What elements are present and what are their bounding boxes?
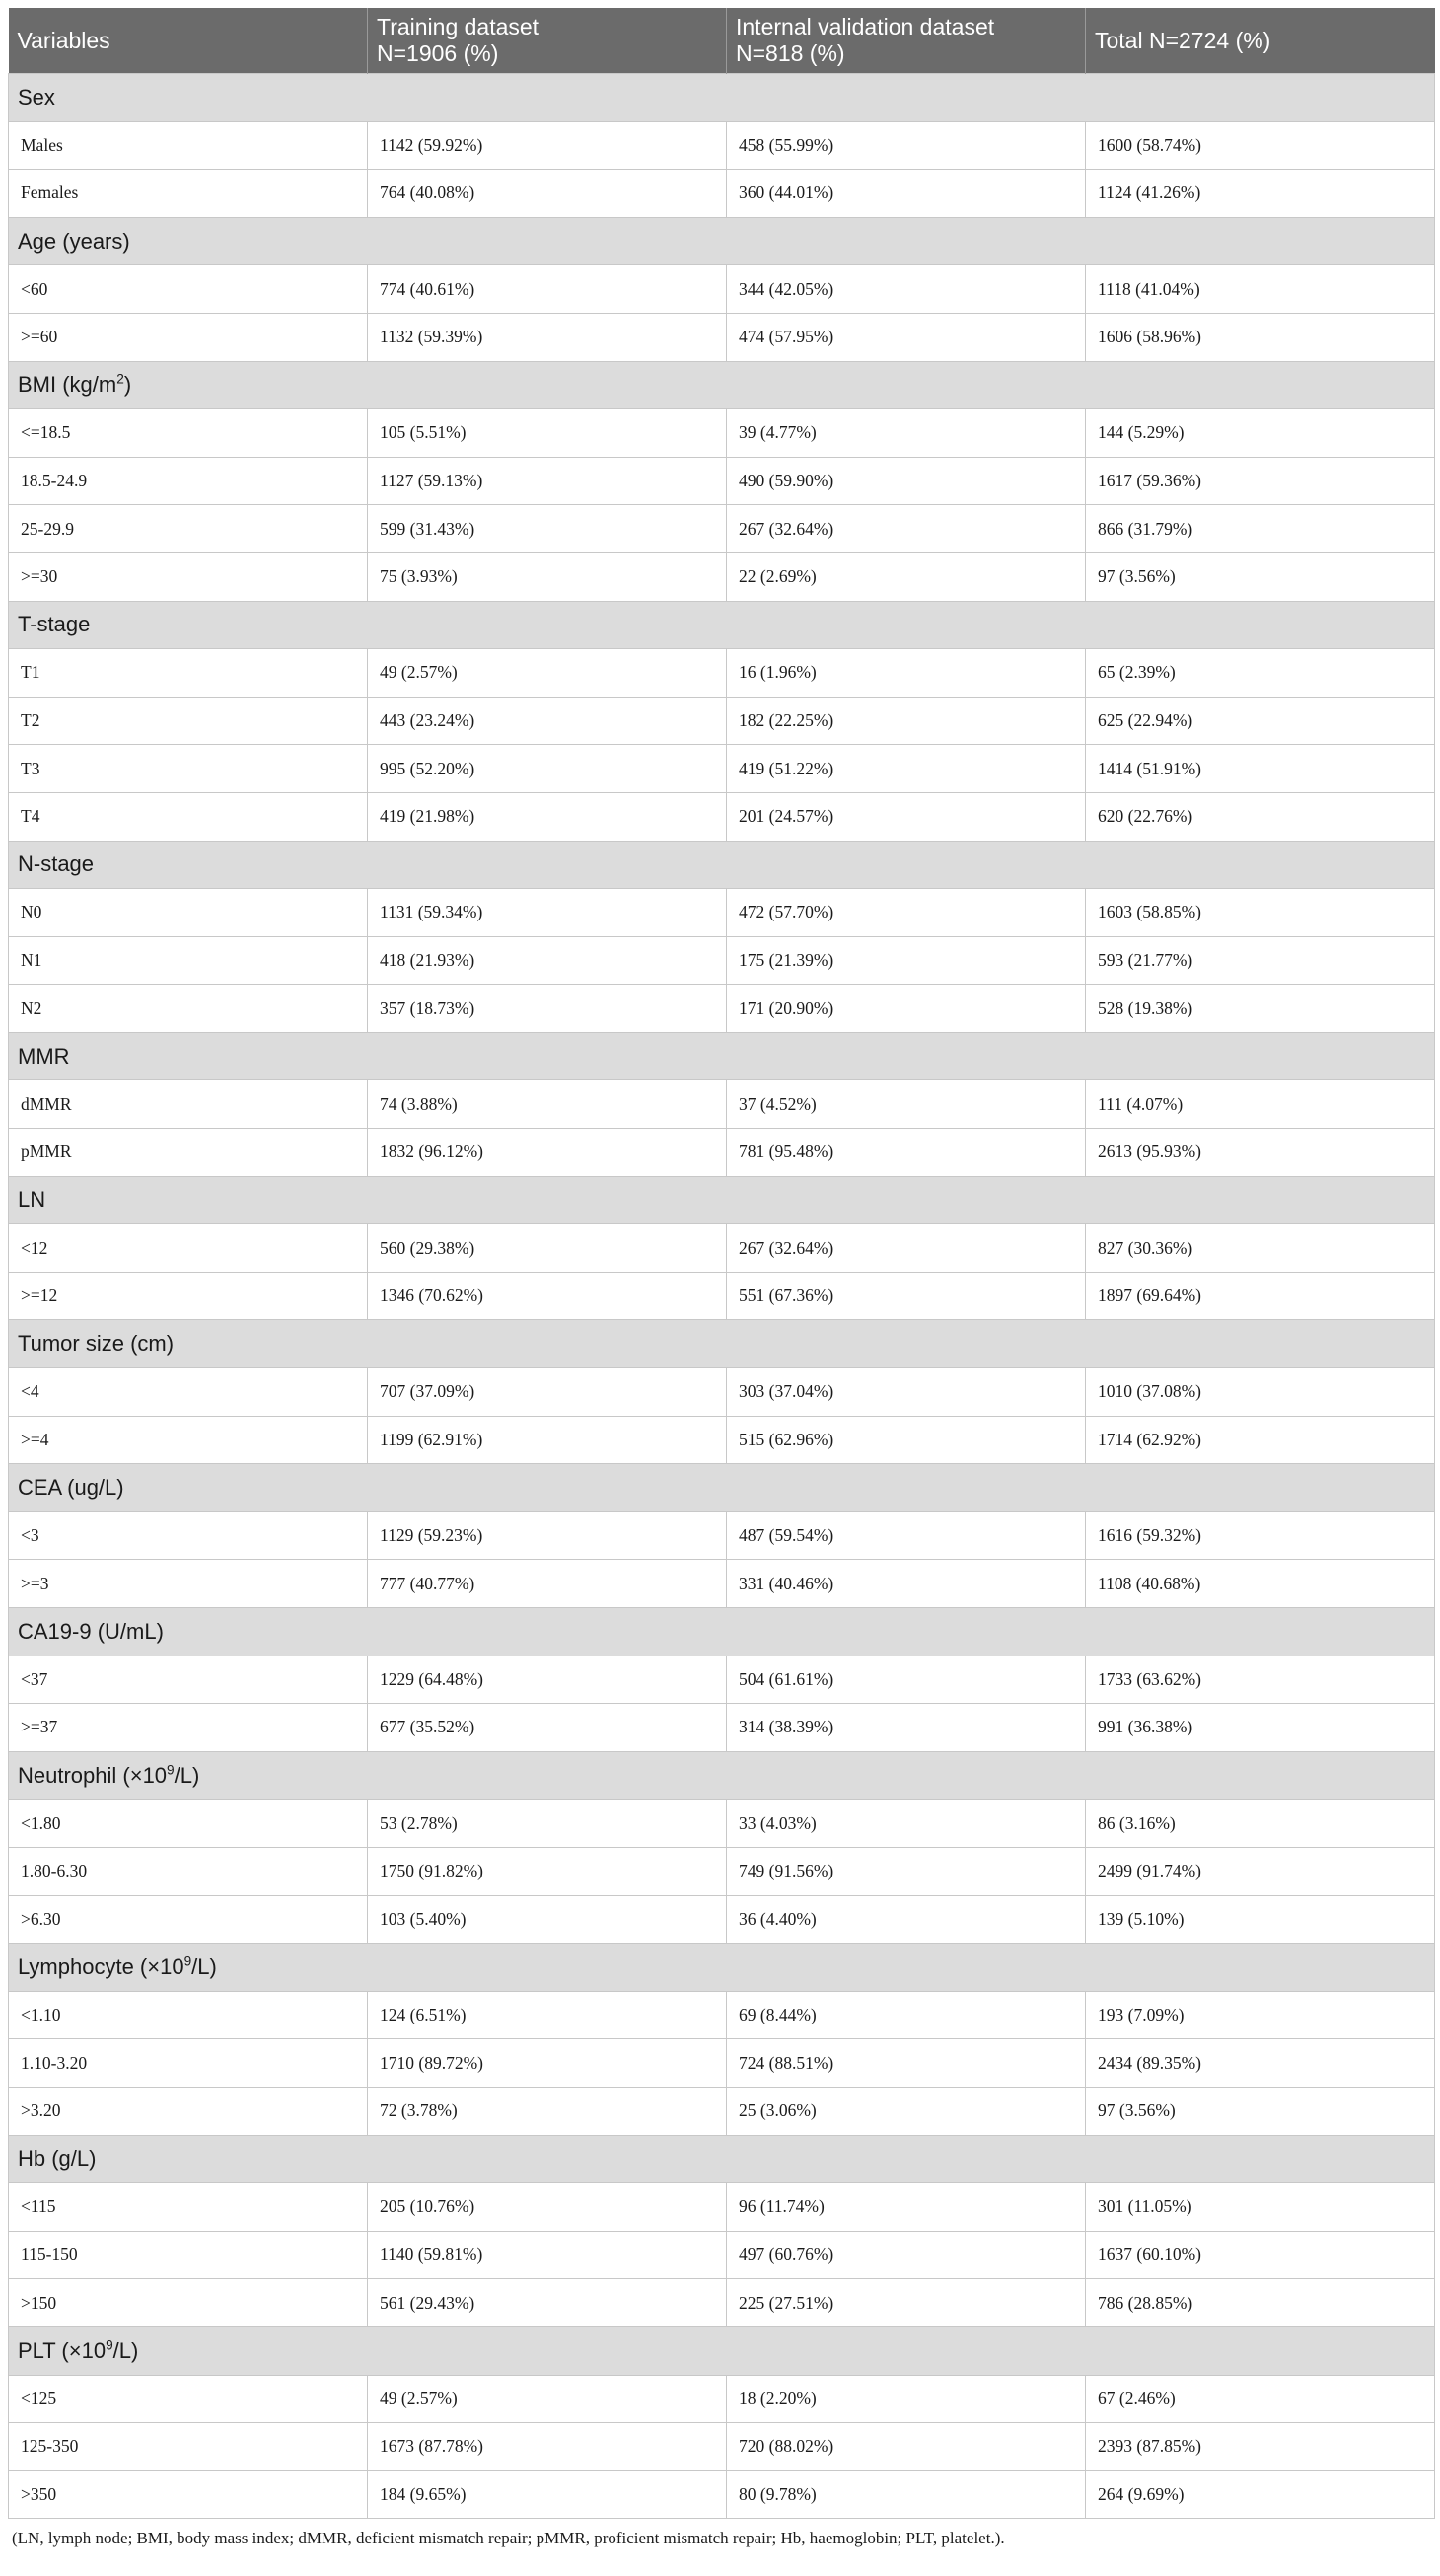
- cell-internal-validation: 225 (27.51%): [727, 2279, 1086, 2327]
- cell-category: 25-29.9: [9, 505, 368, 553]
- group-title-text: BMI (kg/m: [18, 372, 117, 398]
- cell-internal-validation: 458 (55.99%): [727, 121, 1086, 170]
- cell-training: 74 (3.88%): [368, 1080, 727, 1129]
- cell-training: 53 (2.78%): [368, 1800, 727, 1848]
- cell-category: >=60: [9, 313, 368, 361]
- group-header-row: [9, 2326, 1435, 2375]
- cell-total: 2393 (87.85%): [1086, 2423, 1435, 2471]
- table-row: [9, 1416, 1435, 1464]
- cell-total: 1010 (37.08%): [1086, 1368, 1435, 1417]
- table-row: [9, 170, 1435, 218]
- cell-total: 786 (28.85%): [1086, 2279, 1435, 2327]
- cell-category: <4: [9, 1368, 368, 1417]
- group-header-row: [9, 217, 1435, 265]
- cell-internal-validation: 33 (4.03%): [727, 1800, 1086, 1848]
- group-title-text: Neutrophil (×10: [18, 1762, 168, 1788]
- cell-total: 866 (31.79%): [1086, 505, 1435, 553]
- cell-category: >=30: [9, 552, 368, 601]
- cell-total: 2613 (95.93%): [1086, 1129, 1435, 1177]
- group-title: [9, 1032, 1435, 1080]
- group-title-text: N-stage: [18, 851, 95, 877]
- table-row: [9, 2423, 1435, 2471]
- group-title: [9, 1751, 1435, 1800]
- group-title-suffix: /L): [174, 1762, 200, 1788]
- group-title: [9, 2135, 1435, 2183]
- group-title: [9, 1176, 1435, 1224]
- cell-internal-validation: 724 (88.51%): [727, 2039, 1086, 2088]
- cell-category: N2: [9, 985, 368, 1033]
- group-title-text: MMR: [18, 1043, 70, 1068]
- cell-internal-validation: 16 (1.96%): [727, 649, 1086, 698]
- table-row: [9, 2087, 1435, 2135]
- cell-internal-validation: 344 (42.05%): [727, 265, 1086, 314]
- group-title-text: Hb (g/L): [18, 2146, 97, 2171]
- table-row: [9, 2375, 1435, 2423]
- cell-total: 144 (5.29%): [1086, 409, 1435, 458]
- baseline-characteristics-table: [8, 8, 1435, 2519]
- cell-training: 707 (37.09%): [368, 1368, 727, 1417]
- cell-category: T3: [9, 745, 368, 793]
- table-row: [9, 1224, 1435, 1273]
- group-header-row: [9, 1032, 1435, 1080]
- cell-category: <3: [9, 1511, 368, 1560]
- header-variables: Variables: [9, 8, 368, 74]
- cell-internal-validation: 419 (51.22%): [727, 745, 1086, 793]
- table-row: [9, 792, 1435, 841]
- cell-training: 124 (6.51%): [368, 1991, 727, 2039]
- cell-category: Females: [9, 170, 368, 218]
- cell-training: 1199 (62.91%): [368, 1416, 727, 1464]
- group-header-row: [9, 1464, 1435, 1512]
- cell-internal-validation: 497 (60.76%): [727, 2231, 1086, 2279]
- group-title-superscript: 9: [106, 2337, 113, 2353]
- cell-category: >6.30: [9, 1895, 368, 1944]
- cell-category: >=12: [9, 1272, 368, 1320]
- group-title-text: LN: [18, 1187, 46, 1213]
- table-row: [9, 1656, 1435, 1704]
- cell-category: <125: [9, 2375, 368, 2423]
- cell-training: 1127 (59.13%): [368, 457, 727, 505]
- cell-total: 67 (2.46%): [1086, 2375, 1435, 2423]
- table-row: [9, 2039, 1435, 2088]
- cell-internal-validation: 472 (57.70%): [727, 889, 1086, 937]
- group-title: [9, 217, 1435, 265]
- cell-training: 1132 (59.39%): [368, 313, 727, 361]
- table-row: [9, 457, 1435, 505]
- cell-training: 1129 (59.23%): [368, 1511, 727, 1560]
- cell-internal-validation: 37 (4.52%): [727, 1080, 1086, 1129]
- cell-total: 86 (3.16%): [1086, 1800, 1435, 1848]
- cell-training: 1131 (59.34%): [368, 889, 727, 937]
- group-title: [9, 841, 1435, 889]
- cell-category: T4: [9, 792, 368, 841]
- group-header-row: [9, 361, 1435, 409]
- group-title-suffix: /L): [191, 1953, 217, 1979]
- group-header-row: [9, 1320, 1435, 1368]
- cell-total: 620 (22.76%): [1086, 792, 1435, 841]
- cell-training: 560 (29.38%): [368, 1224, 727, 1273]
- group-title-superscript: 2: [116, 372, 124, 388]
- table-row: [9, 1895, 1435, 1944]
- cell-internal-validation: 80 (9.78%): [727, 2470, 1086, 2519]
- cell-category: 1.10-3.20: [9, 2039, 368, 2088]
- group-title-text: Lymphocyte (×10: [18, 1953, 184, 1979]
- table-row: [9, 1560, 1435, 1608]
- cell-total: 625 (22.94%): [1086, 697, 1435, 745]
- cell-internal-validation: 515 (62.96%): [727, 1416, 1086, 1464]
- header-training: Training dataset N=1906 (%): [368, 8, 727, 74]
- cell-training: 419 (21.98%): [368, 792, 727, 841]
- cell-internal-validation: 22 (2.69%): [727, 552, 1086, 601]
- cell-total: 593 (21.77%): [1086, 936, 1435, 985]
- cell-category: 1.80-6.30: [9, 1847, 368, 1895]
- cell-internal-validation: 487 (59.54%): [727, 1511, 1086, 1560]
- cell-total: 827 (30.36%): [1086, 1224, 1435, 1273]
- cell-training: 103 (5.40%): [368, 1895, 727, 1944]
- cell-category: dMMR: [9, 1080, 368, 1129]
- group-title-text: Tumor size (cm): [18, 1331, 175, 1357]
- cell-category: T2: [9, 697, 368, 745]
- cell-category: T1: [9, 649, 368, 698]
- cell-category: N0: [9, 889, 368, 937]
- cell-category: <115: [9, 2183, 368, 2232]
- cell-training: 995 (52.20%): [368, 745, 727, 793]
- group-header-row: [9, 1751, 1435, 1800]
- group-header-row: [9, 1608, 1435, 1656]
- table-row: [9, 1847, 1435, 1895]
- table-row: [9, 936, 1435, 985]
- cell-category: <60: [9, 265, 368, 314]
- cell-training: 418 (21.93%): [368, 936, 727, 985]
- cell-total: 1617 (59.36%): [1086, 457, 1435, 505]
- group-title-superscript: 9: [167, 1762, 175, 1778]
- cell-total: 1606 (58.96%): [1086, 313, 1435, 361]
- cell-training: 1710 (89.72%): [368, 2039, 727, 2088]
- group-title: [9, 74, 1435, 122]
- cell-internal-validation: 25 (3.06%): [727, 2087, 1086, 2135]
- group-title: [9, 601, 1435, 649]
- cell-internal-validation: 551 (67.36%): [727, 1272, 1086, 1320]
- table-row: [9, 1080, 1435, 1129]
- cell-training: 49 (2.57%): [368, 649, 727, 698]
- cell-internal-validation: 267 (32.64%): [727, 1224, 1086, 1273]
- table-row: [9, 1129, 1435, 1177]
- group-header-row: [9, 2135, 1435, 2183]
- cell-total: 1637 (60.10%): [1086, 2231, 1435, 2279]
- group-title-suffix: /L): [112, 2337, 139, 2363]
- table-row: [9, 1704, 1435, 1752]
- cell-internal-validation: 504 (61.61%): [727, 1656, 1086, 1704]
- cell-total: 1414 (51.91%): [1086, 745, 1435, 793]
- cell-training: 1832 (96.12%): [368, 1129, 727, 1177]
- cell-internal-validation: 490 (59.90%): [727, 457, 1086, 505]
- cell-training: 599 (31.43%): [368, 505, 727, 553]
- table-row: [9, 649, 1435, 698]
- cell-total: 1897 (69.64%): [1086, 1272, 1435, 1320]
- cell-total: 97 (3.56%): [1086, 552, 1435, 601]
- cell-category: 125-350: [9, 2423, 368, 2471]
- group-title: [9, 1320, 1435, 1368]
- group-title: [9, 2326, 1435, 2375]
- cell-internal-validation: 96 (11.74%): [727, 2183, 1086, 2232]
- cell-internal-validation: 360 (44.01%): [727, 170, 1086, 218]
- header-total: Total N=2724 (%): [1086, 8, 1435, 74]
- group-title-suffix: ): [123, 372, 132, 398]
- cell-training: 49 (2.57%): [368, 2375, 727, 2423]
- table-row: [9, 889, 1435, 937]
- cell-internal-validation: 175 (21.39%): [727, 936, 1086, 985]
- cell-category: >=3: [9, 1560, 368, 1608]
- table-row: [9, 1368, 1435, 1417]
- cell-training: 105 (5.51%): [368, 409, 727, 458]
- cell-training: 357 (18.73%): [368, 985, 727, 1033]
- cell-internal-validation: 749 (91.56%): [727, 1847, 1086, 1895]
- cell-internal-validation: 39 (4.77%): [727, 409, 1086, 458]
- table-row: [9, 2470, 1435, 2519]
- cell-category: <37: [9, 1656, 368, 1704]
- table-row: [9, 121, 1435, 170]
- cell-total: 264 (9.69%): [1086, 2470, 1435, 2519]
- group-title-text: CA19-9 (U/mL): [18, 1618, 164, 1644]
- cell-training: 1346 (70.62%): [368, 1272, 727, 1320]
- header-internal-validation: Internal validation dataset N=818 (%): [727, 8, 1086, 74]
- table-row: [9, 2279, 1435, 2327]
- cell-total: 528 (19.38%): [1086, 985, 1435, 1033]
- group-title: [9, 1944, 1435, 1992]
- group-header-row: [9, 1176, 1435, 1224]
- cell-internal-validation: 182 (22.25%): [727, 697, 1086, 745]
- cell-total: 1733 (63.62%): [1086, 1656, 1435, 1704]
- cell-category: <1.80: [9, 1800, 368, 1848]
- cell-training: 1229 (64.48%): [368, 1656, 727, 1704]
- group-title-text: Age (years): [18, 228, 130, 254]
- table-row: [9, 409, 1435, 458]
- cell-category: <1.10: [9, 1991, 368, 2039]
- cell-training: 777 (40.77%): [368, 1560, 727, 1608]
- cell-total: 301 (11.05%): [1086, 2183, 1435, 2232]
- cell-category: >350: [9, 2470, 368, 2519]
- table-footnote: (LN, lymph node; BMI, body mass index; dMMR, deficient mismatch repair; pMMR, proficient mismatch repair; Hb, haemoglobin; PLT, platelet.).: [12, 2529, 1005, 2548]
- table-row: [9, 1991, 1435, 2039]
- cell-total: 991 (36.38%): [1086, 1704, 1435, 1752]
- table-row: [9, 265, 1435, 314]
- cell-total: 1616 (59.32%): [1086, 1511, 1435, 1560]
- table-row: [9, 552, 1435, 601]
- cell-training: 1750 (91.82%): [368, 1847, 727, 1895]
- group-title: [9, 1608, 1435, 1656]
- group-header-row: [9, 601, 1435, 649]
- cell-internal-validation: 267 (32.64%): [727, 505, 1086, 553]
- cell-total: 65 (2.39%): [1086, 649, 1435, 698]
- cell-training: 72 (3.78%): [368, 2087, 727, 2135]
- cell-category: <=18.5: [9, 409, 368, 458]
- cell-total: 1714 (62.92%): [1086, 1416, 1435, 1464]
- table-row: [9, 745, 1435, 793]
- cell-total: 2499 (91.74%): [1086, 1847, 1435, 1895]
- table-row: [9, 985, 1435, 1033]
- cell-total: 1118 (41.04%): [1086, 265, 1435, 314]
- group-title: [9, 361, 1435, 409]
- group-title-text: T-stage: [18, 612, 91, 637]
- table-row: [9, 313, 1435, 361]
- cell-internal-validation: 331 (40.46%): [727, 1560, 1086, 1608]
- cell-total: 111 (4.07%): [1086, 1080, 1435, 1129]
- cell-internal-validation: 69 (8.44%): [727, 1991, 1086, 2039]
- cell-total: 1603 (58.85%): [1086, 889, 1435, 937]
- table-row: [9, 505, 1435, 553]
- cell-training: 764 (40.08%): [368, 170, 727, 218]
- cell-training: 1673 (87.78%): [368, 2423, 727, 2471]
- table-row: [9, 1272, 1435, 1320]
- cell-internal-validation: 18 (2.20%): [727, 2375, 1086, 2423]
- cell-internal-validation: 720 (88.02%): [727, 2423, 1086, 2471]
- table-row: [9, 1511, 1435, 1560]
- cell-total: 97 (3.56%): [1086, 2087, 1435, 2135]
- group-title-text: Sex: [18, 84, 55, 110]
- cell-training: 677 (35.52%): [368, 1704, 727, 1752]
- cell-internal-validation: 171 (20.90%): [727, 985, 1086, 1033]
- table-body: [9, 74, 1435, 2519]
- cell-category: >=4: [9, 1416, 368, 1464]
- cell-training: 561 (29.43%): [368, 2279, 727, 2327]
- group-title: [9, 1464, 1435, 1512]
- cell-total: 139 (5.10%): [1086, 1895, 1435, 1944]
- cell-total: 2434 (89.35%): [1086, 2039, 1435, 2088]
- cell-category: <12: [9, 1224, 368, 1273]
- table-header-row: [9, 8, 1435, 74]
- group-title-text: CEA (ug/L): [18, 1475, 124, 1501]
- cell-training: 1140 (59.81%): [368, 2231, 727, 2279]
- table-container: [8, 8, 1434, 2548]
- group-header-row: [9, 841, 1435, 889]
- cell-training: 443 (23.24%): [368, 697, 727, 745]
- cell-internal-validation: 303 (37.04%): [727, 1368, 1086, 1417]
- cell-internal-validation: 474 (57.95%): [727, 313, 1086, 361]
- table-row: [9, 1800, 1435, 1848]
- cell-category: >=37: [9, 1704, 368, 1752]
- cell-category: >3.20: [9, 2087, 368, 2135]
- cell-training: 205 (10.76%): [368, 2183, 727, 2232]
- cell-category: N1: [9, 936, 368, 985]
- cell-internal-validation: 201 (24.57%): [727, 792, 1086, 841]
- cell-category: pMMR: [9, 1129, 368, 1177]
- cell-training: 774 (40.61%): [368, 265, 727, 314]
- cell-internal-validation: 36 (4.40%): [727, 1895, 1086, 1944]
- group-title-text: PLT (×10: [18, 2337, 107, 2363]
- cell-internal-validation: 314 (38.39%): [727, 1704, 1086, 1752]
- cell-training: 75 (3.93%): [368, 552, 727, 601]
- table-row: [9, 697, 1435, 745]
- cell-category: Males: [9, 121, 368, 170]
- group-title-superscript: 9: [183, 1953, 192, 1969]
- cell-category: 18.5-24.9: [9, 457, 368, 505]
- cell-total: 193 (7.09%): [1086, 1991, 1435, 2039]
- group-header-row: [9, 74, 1435, 122]
- cell-training: 184 (9.65%): [368, 2470, 727, 2519]
- cell-total: 1124 (41.26%): [1086, 170, 1435, 218]
- cell-total: 1600 (58.74%): [1086, 121, 1435, 170]
- cell-internal-validation: 781 (95.48%): [727, 1129, 1086, 1177]
- table-row: [9, 2183, 1435, 2232]
- table-row: [9, 2231, 1435, 2279]
- cell-total: 1108 (40.68%): [1086, 1560, 1435, 1608]
- cell-training: 1142 (59.92%): [368, 121, 727, 170]
- cell-category: 115-150: [9, 2231, 368, 2279]
- cell-category: >150: [9, 2279, 368, 2327]
- group-header-row: [9, 1944, 1435, 1992]
